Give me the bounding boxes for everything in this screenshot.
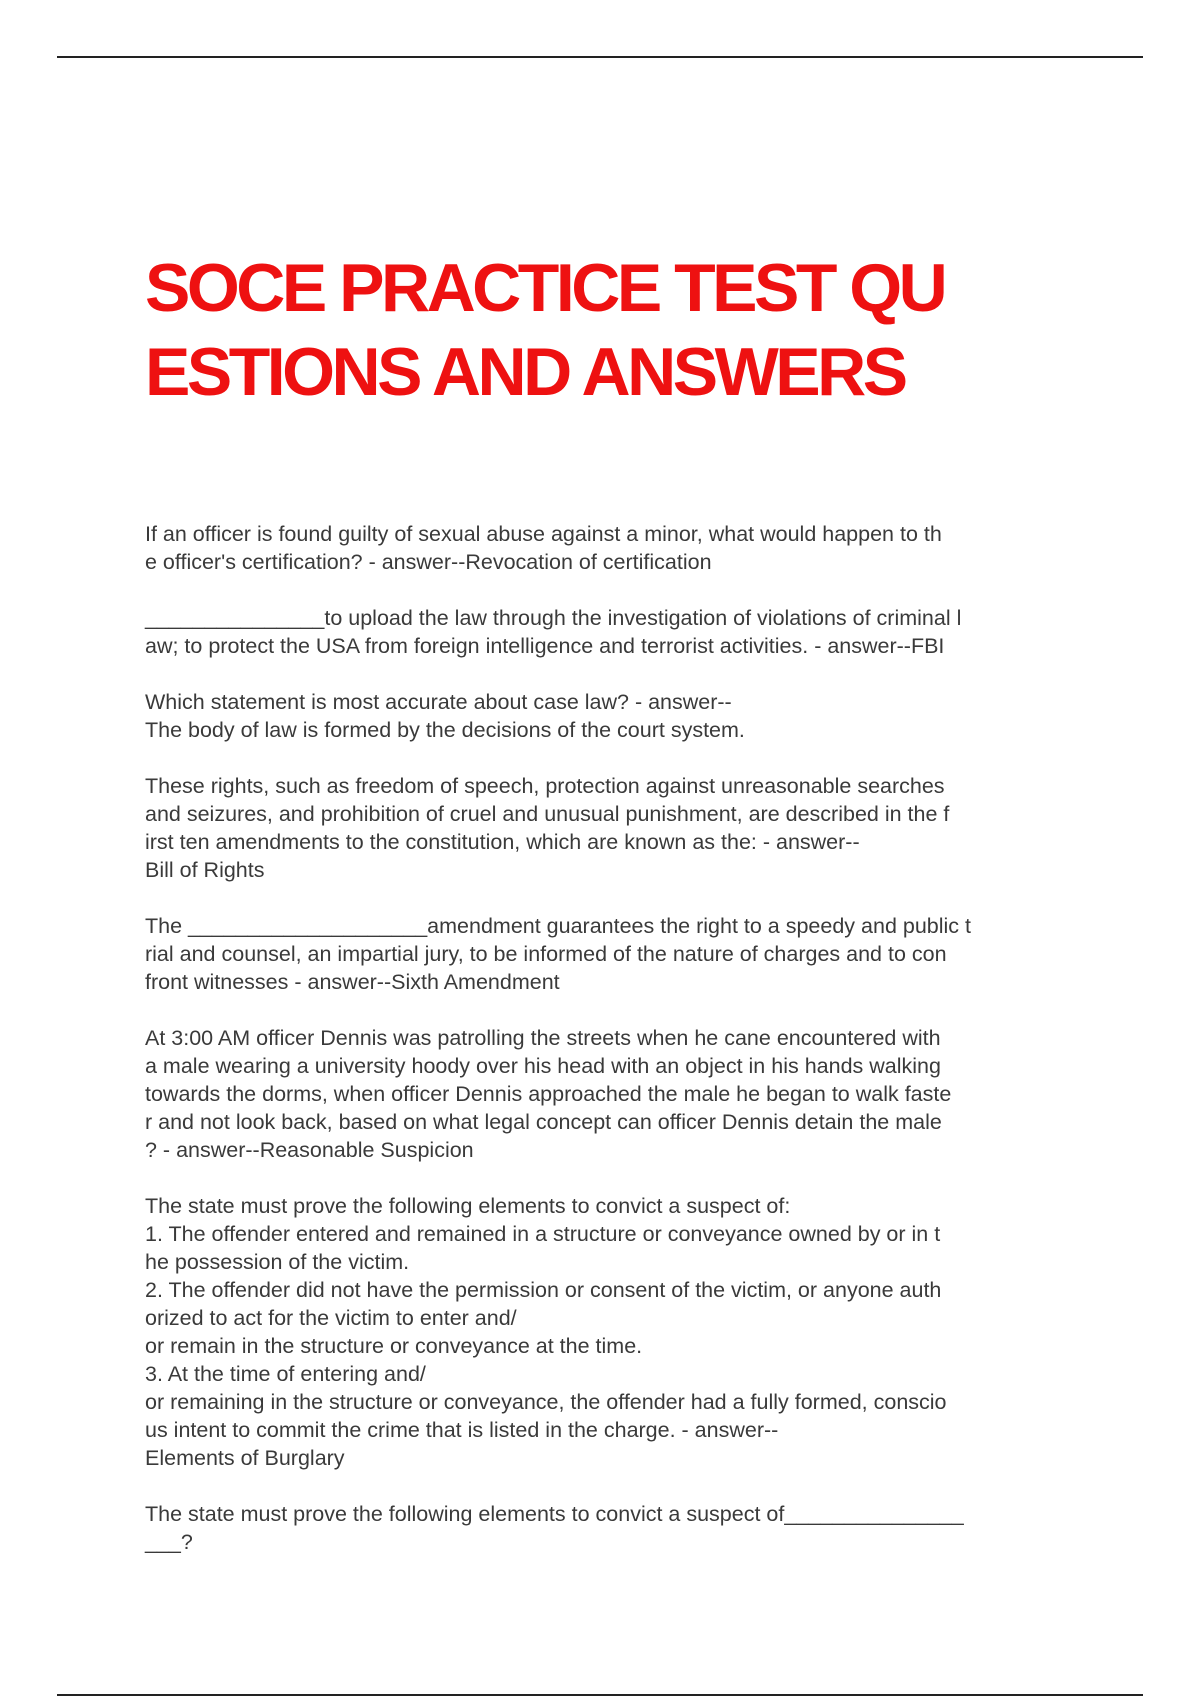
qa-text-line: or remain in the structure or conveyance at the time. (145, 1334, 643, 1358)
qa-text-line: r and not look back, based on what legal concept can officer Dennis detain the male (145, 1110, 942, 1134)
qa-text-line: or remaining in the structure or conveyance, the offender had a fully formed, conscio (145, 1390, 947, 1414)
qa-text-line: ? - answer--Reasonable Suspicion (145, 1138, 474, 1162)
qa-text-line: The state must prove the following elements to convict a suspect of: (145, 1194, 791, 1218)
qa-text-line: aw; to protect the USA from foreign intelligence and terrorist activities. - answer--FBI (145, 634, 945, 658)
qa-text-line: e officer's certification? - answer--Revocation of certification (145, 550, 712, 574)
qa-item (145, 912, 1065, 996)
qa-text-line: he possession of the victim. (145, 1250, 410, 1274)
qa-text-line: Bill of Rights (145, 858, 265, 882)
qa-text-line: 2. The offender did not have the permission or consent of the victim, or anyone auth (145, 1278, 942, 1302)
qa-text-line: orized to act for the victim to enter and/ (145, 1306, 517, 1330)
qa-text-line: ___? (145, 1530, 193, 1554)
qa-text-line: If an officer is found guilty of sexual abuse against a minor, what would happen to th (145, 522, 942, 546)
qa-text-line: rial and counsel, an impartial jury, to be informed of the nature of charges and to con (145, 942, 947, 966)
qa-text-line: Elements of Burglary (145, 1446, 345, 1470)
qa-text-line: towards the dorms, when officer Dennis approached the male he began to walk faste (145, 1082, 952, 1106)
qa-item (145, 604, 1065, 660)
document-title-line: SOCE PRACTICE TEST QU (145, 250, 945, 326)
qa-item (145, 772, 1065, 884)
qa-text-line: The state must prove the following elements to convict a suspect of_______________ (145, 1502, 964, 1526)
qa-list (145, 520, 1065, 1584)
qa-text-line: a male wearing a university hoody over his head with an object in his hands walking (145, 1054, 941, 1078)
document-title-line: ESTIONS AND ANSWERS (145, 334, 905, 410)
qa-item (145, 520, 1065, 576)
qa-text-line: These rights, such as freedom of speech, protection against unreasonable searches (145, 774, 945, 798)
qa-item (145, 1192, 1065, 1472)
qa-text-line: us intent to commit the crime that is listed in the charge. - answer-- (145, 1418, 779, 1442)
qa-text-line: The ____________________amendment guarantees the right to a speedy and public t (145, 914, 971, 938)
qa-item (145, 688, 1065, 744)
qa-item (145, 1500, 1065, 1556)
qa-text-line: front witnesses - answer--Sixth Amendment (145, 970, 560, 994)
bottom-rule (57, 1694, 1143, 1696)
qa-item (145, 1024, 1065, 1164)
qa-text-line: Which statement is most accurate about case law? - answer-- (145, 690, 732, 714)
qa-text-line: and seizures, and prohibition of cruel and unusual punishment, are described in the f (145, 802, 950, 826)
qa-text-line: _______________to upload the law through the investigation of violations of criminal l (145, 606, 962, 630)
qa-text-line: At 3:00 AM officer Dennis was patrolling the streets when he cane encountered with (145, 1026, 941, 1050)
qa-text-line: 3. At the time of entering and/ (145, 1362, 426, 1386)
qa-text-line: The body of law is formed by the decisions of the court system. (145, 718, 745, 742)
top-rule (57, 56, 1143, 58)
qa-text-line: irst ten amendments to the constitution, which are known as the: - answer-- (145, 830, 860, 854)
document-title (145, 246, 1065, 414)
qa-text-line: 1. The offender entered and remained in a structure or conveyance owned by or in t (145, 1222, 941, 1246)
